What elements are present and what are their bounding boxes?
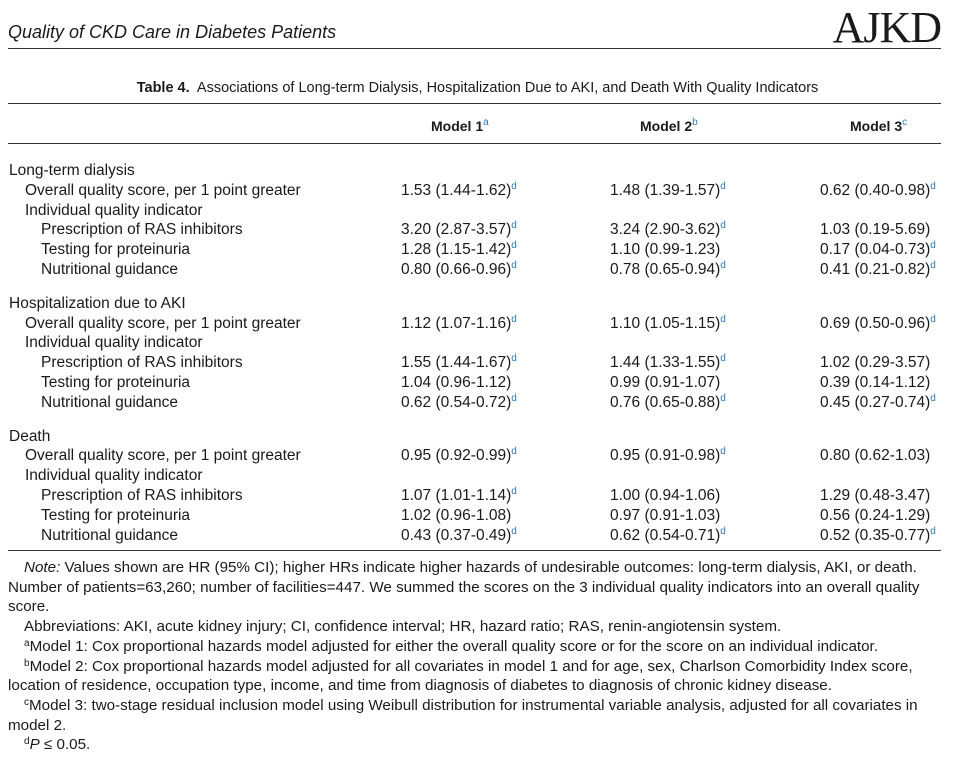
value-cell-model-3: 0.52 $(0.35-0.77)^d$ (820, 525, 936, 544)
value-cell-model-1: 1.02 (0.96-1.08) (401, 506, 512, 524)
footnote-a: $^a$Model 1: Cox proportional hazards model adjusted for either the overall quality score or for the score on an individual indicator. (24, 637, 879, 655)
value-cell-model-2: 0.97 (0.91-1.03) (610, 506, 721, 524)
value-cell-model-3: 0.80 (0.62-1.03) (820, 447, 931, 465)
indicator-row (0, 507, 955, 527)
value-cell-model-1: 0.62 $(0.54-0.72)^d$ (401, 392, 517, 411)
overall-score-row-label: Overall quality score, per 1 point greater (25, 447, 301, 465)
value-cell-model-1: 1.04 (0.96-1.12) (401, 373, 512, 391)
journal-logo: AJKD (832, 3, 941, 52)
section-heading-label: Hospitalization due to AKI (9, 294, 186, 312)
value-cell-model-1: 3.20 $(2.87-3.57)^d$ (401, 220, 517, 239)
overall-score-row (0, 447, 955, 467)
section-heading (0, 295, 955, 315)
value-cell-model-3: 1.03 (0.19-5.69) (820, 221, 931, 239)
table-header-rule (8, 143, 941, 144)
indicator-row-label: Testing for proteinuria (41, 241, 191, 259)
indicator-row-label: Nutritional guidance (41, 260, 179, 278)
value-cell-model-2: 1.10 $(1.05-1.15)^d$ (610, 313, 726, 332)
value-cell-model-3: 1.29 (0.48-3.47) (820, 486, 931, 504)
value-cell-model-3: 1.02 (0.29-3.57) (820, 354, 931, 372)
indicator-row-label: Testing for proteinuria (41, 373, 191, 391)
footnote-d: $^d$P ≤ 0.05. (24, 736, 91, 754)
running-title: Quality of CKD Care in Diabetes Patients (8, 22, 337, 42)
table-body (0, 162, 955, 546)
indicator-subheading (0, 467, 955, 487)
value-cell-model-1: 1.12 $(1.07-1.16)^d$ (401, 313, 517, 332)
table-caption-text: Associations of Long-term Dialysis, Hospitalization Due to AKI, and Death With Quality Indicators (196, 80, 819, 96)
indicator-row (0, 527, 955, 547)
value-cell-model-2: 0.95 $(0.91-0.98)^d$ (610, 446, 726, 465)
section-heading (0, 428, 955, 448)
value-cell-model-1: 1.07 $(1.01-1.14)^d$ (401, 485, 517, 504)
value-cell-model-2: 3.24 $(2.90-3.62)^d$ (610, 220, 726, 239)
header-rule (8, 48, 941, 49)
indicator-subheading-label: Individual quality indicator (25, 334, 203, 352)
value-cell-model-1: 0.80 $(0.66-0.96)^d$ (401, 259, 517, 278)
indicator-row (0, 221, 955, 241)
value-cell-model-2: 1.10 (0.99-1.23) (610, 241, 721, 259)
indicator-subheading-label: Individual quality indicator (25, 467, 203, 485)
value-cell-model-2: 0.76 $(0.65-0.88)^d$ (610, 392, 726, 411)
value-cell-model-1: 1.28 $(1.15-1.42)^d$ (401, 240, 517, 259)
column-header-model-2: Model 2$^b$ (640, 117, 698, 134)
indicator-row-label: Prescription of RAS inhibitors (41, 221, 243, 239)
column-header-model-3: Model 3$^c$ (850, 117, 908, 134)
overall-score-row-label: Overall quality score, per 1 point greater (25, 314, 301, 332)
section-heading-label: Death (9, 427, 51, 445)
indicator-subheading (0, 202, 955, 222)
indicator-row (0, 354, 955, 374)
indicator-row (0, 374, 955, 394)
indicator-subheading-label: Individual quality indicator (25, 201, 203, 219)
indicator-row (0, 487, 955, 507)
indicator-row-label: Prescription of RAS inhibitors (41, 486, 243, 504)
value-cell-model-3: 0.41 $(0.21-0.82)^d$ (820, 259, 936, 278)
value-cell-model-2: 1.00 (0.94-1.06) (610, 486, 721, 504)
value-cell-model-3: 0.56 (0.24-1.29) (820, 506, 931, 524)
indicator-row-label: Nutritional guidance (41, 393, 179, 411)
value-cell-model-3: 0.39 (0.14-1.12) (820, 373, 931, 391)
table-caption-label: Table 4. (136, 80, 190, 96)
value-cell-model-3: 0.62 $(0.40-0.98)^d$ (820, 180, 936, 199)
table-bottom-rule (8, 550, 941, 551)
table-notes (8, 558, 941, 755)
value-cell-model-2: 1.48 $(1.39-1.57)^d$ (610, 180, 726, 199)
footnote-b: $^b$Model 2: Cox proportional hazards model adjusted for all covariates in model 1 and for age, sex, Charlson Comorbidity Index score, location of residence, occupation type, income, and time from diagnosis of diabetes to diagnosis of chronic kidney disease. (8, 657, 913, 695)
indicator-row-label: Testing for proteinuria (41, 506, 191, 524)
section-heading (0, 162, 955, 182)
value-cell-model-2: 0.62 $(0.54-0.71)^d$ (610, 525, 726, 544)
section-gap (0, 414, 955, 428)
value-cell-model-1: 0.95 $(0.92-0.99)^d$ (401, 446, 517, 465)
overall-score-row (0, 315, 955, 335)
value-cell-model-3: 0.69 $(0.50-0.96)^d$ (820, 313, 936, 332)
abbreviations: Abbreviations: AKI, acute kidney injury; CI, confidence interval; HR, hazard ratio; RAS, renin-angiotensin system. (24, 618, 782, 636)
note-paragraph: Note: Values shown are HR (95% CI); higher HRs indicate higher hazards of undesirable outcomes: long-term dialysis, AKI, or death. Number of patients=63,260; number of facilities=447. We summed the scores on the 3 individual quality indicators into an overall quality score. (8, 559, 920, 616)
indicator-row-label: Prescription of RAS inhibitors (41, 354, 243, 372)
footnote-c: $^c$Model 3: two-stage residual inclusion model using Weibull distribution for instrumental variable analysis, adjusted for all covariates in model 2. (8, 696, 918, 734)
indicator-row (0, 241, 955, 261)
value-cell-model-3: 0.45 $(0.27-0.74)^d$ (820, 392, 936, 411)
value-cell-model-1: 1.55 $(1.44-1.67)^d$ (401, 353, 517, 372)
indicator-row (0, 261, 955, 281)
indicator-subheading (0, 334, 955, 354)
section-heading-label: Long-term dialysis (9, 162, 135, 179)
value-cell-model-2: 0.99 (0.91-1.07) (610, 373, 721, 391)
section-gap (0, 281, 955, 295)
value-cell-model-2: 1.44 $(1.33-1.55)^d$ (610, 353, 726, 372)
value-cell-model-2: 0.78 $(0.65-0.94)^d$ (610, 259, 726, 278)
overall-score-row (0, 182, 955, 202)
table-caption (0, 80, 955, 96)
value-cell-model-3: 0.17 $(0.04-0.73)^d$ (820, 240, 936, 259)
indicator-row-label: Nutritional guidance (41, 526, 179, 544)
value-cell-model-1: 1.53 $(1.44-1.62)^d$ (401, 180, 517, 199)
value-cell-model-1: 0.43 $(0.37-0.49)^d$ (401, 525, 517, 544)
table-top-rule (8, 103, 941, 104)
indicator-row (0, 394, 955, 414)
overall-score-row-label: Overall quality score, per 1 point greater (25, 181, 301, 199)
column-header-model-1: Model 1$^a$ (431, 117, 489, 134)
